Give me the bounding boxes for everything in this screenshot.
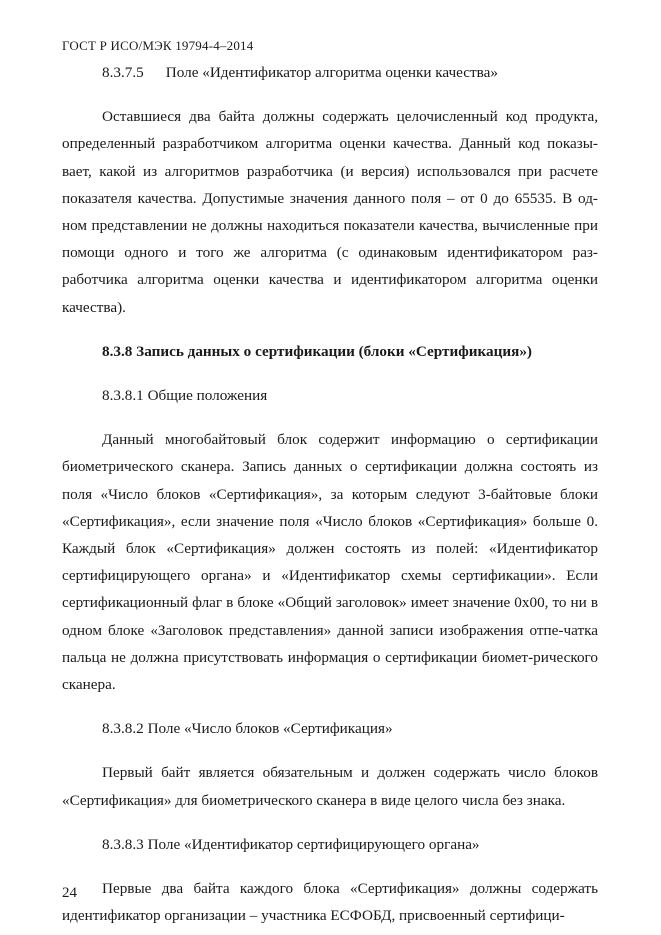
- section-number: 8.3.7.5: [102, 64, 144, 81]
- document-body: [62, 59, 598, 929]
- section-heading-8381: 8.3.8.1 Общие положения: [102, 387, 268, 405]
- section-heading-838: 8.3.8 Запись данных о сертификации (блоки «Сертификация»): [102, 342, 532, 360]
- paragraph-8382: Первый байт является обязательным и должен содержать число блоков «Сертификация» для биометрического сканера в виде целого числа без знака.: [62, 764, 598, 809]
- document-header: ГОСТ Р ИСО/МЭК 19794-4–2014: [62, 38, 254, 53]
- paragraph-8375: Оставшиеся два байта должны содержать целочисленный код продукта, определенный разработчиком алгоритма оценки качества. Данный код показы-вает, какой из алгоритмов разработчика (и версия) использовался при расчете показателя качества. Допустимые значения данного поля – от 0 до 65535. В од-ном представлении не должны находиться показатели качества, вычисленные при помощи одного и того же алгоритма (с одинаковым идентификатором раз-работчика алгоритма оценки качества и идентификатором алгоритма оценки качества).: [62, 108, 598, 316]
- section-heading-8382: 8.3.8.2 Поле «Число блоков «Сертификация»: [102, 720, 393, 738]
- section-heading-8383: 8.3.8.3 Поле «Идентификатор сертифицирующего органа»: [102, 835, 480, 853]
- paragraph-8381: Данный многобайтовый блок содержит информацию о сертификации биометрического сканера. Запись данных о сертификации должна состоять из поля «Число блоков «Сертификация», за которым следуют 3-байтовые блоки «Сертификация», если значение поля «Число блоков «Сертификация» больше 0. Каждый блок «Сертификация» должен состоять из полей: «Идентификатор сертифицирующего органа» и «Идентификатор схемы сертификации». Если сертификационный флаг в блоке «Общий заголовок» имеет значение 0x00, то ни в одном блоке «Заголовок представления» данной записи изображения отпе-чатка пальца не должна присутствовать информация о сертификации биомет-рического сканера.: [62, 431, 598, 694]
- page-number: 24: [62, 885, 77, 901]
- section-title: Поле «Идентификатор алгоритма оценки качества»: [165, 64, 498, 81]
- paragraph-8383: Первые два байта каждого блока «Сертификация» должны содержать идентификатор организации – участника ЕСФОБД, присвоенный сертифици-: [62, 880, 598, 925]
- section-heading-8375: [62, 59, 598, 86]
